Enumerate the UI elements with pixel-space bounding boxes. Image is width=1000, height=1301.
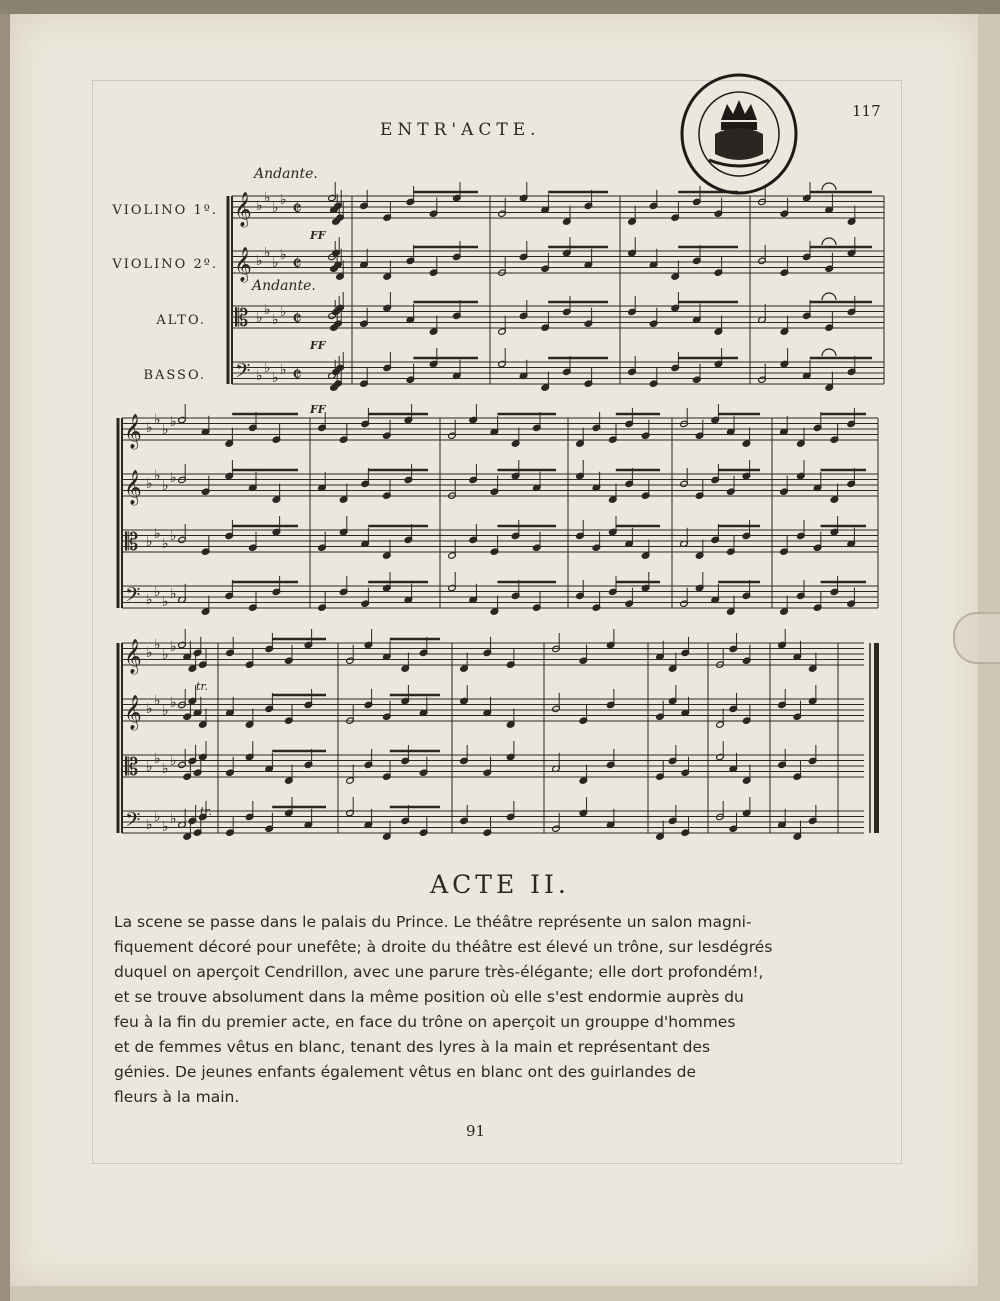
- scene-description: [114, 910, 854, 1110]
- flat-sign-icon: ♭: [272, 200, 279, 216]
- flat-sign-icon: ♭: [170, 528, 177, 544]
- flat-sign-icon: ♭: [170, 695, 177, 711]
- text-line: et de femmes vêtus en blanc, tenant des lyres à la main et représentant des: [114, 1038, 711, 1056]
- flat-sign-icon: ♭: [170, 753, 177, 769]
- instrument-label-violino-2: VIOLINO 2º.: [112, 257, 218, 272]
- tempo-mark: Andante.: [254, 166, 318, 182]
- instrument-label-alto: ALTO.: [156, 313, 206, 328]
- flat-sign-icon: ♭: [170, 811, 177, 827]
- treble-clef-icon: 𝄞: [234, 192, 252, 227]
- fermata-icon: [822, 238, 836, 245]
- flat-sign-icon: ♭: [162, 422, 169, 438]
- bass-clef-icon: 𝄢: [235, 359, 251, 387]
- trill-mark: tr.: [196, 680, 208, 693]
- flat-sign-icon: ♭: [162, 594, 169, 610]
- flat-sign-icon: ♭: [272, 312, 279, 328]
- flat-sign-icon: ♭: [280, 362, 287, 378]
- flat-sign-icon: ♭: [146, 592, 153, 608]
- text-line: feu à la fin du premier acte, en face du trône on aperçoit un grouppe d'hommes: [114, 1013, 736, 1031]
- flat-sign-icon: ♭: [154, 693, 161, 709]
- flat-sign-icon: ♭: [154, 751, 161, 767]
- flat-sign-icon: ♭: [162, 647, 169, 663]
- flat-sign-icon: ♭: [162, 536, 169, 552]
- flat-sign-icon: ♭: [256, 368, 263, 384]
- fermata-icon: [822, 183, 836, 190]
- flat-sign-icon: ♭: [146, 759, 153, 775]
- dynamic-mark: FF: [310, 339, 326, 352]
- treble-clef-icon: 𝄞: [124, 695, 142, 730]
- page-number-top: 117: [852, 102, 881, 120]
- flat-sign-icon: ♭: [256, 198, 263, 214]
- flat-sign-icon: ♭: [280, 247, 287, 263]
- treble-clef-icon: 𝄞: [124, 639, 142, 674]
- text-line: et se trouve absolument dans la même position où elle s'est endormie auprès du: [114, 988, 744, 1006]
- flat-sign-icon: ♭: [146, 534, 153, 550]
- text-line: fleurs à la main.: [114, 1088, 240, 1106]
- flat-sign-icon: ♭: [170, 470, 177, 486]
- tempo-mark: Andante.: [252, 278, 316, 294]
- flat-sign-icon: ♭: [154, 809, 161, 825]
- common-time-icon: 𝄵: [292, 307, 302, 332]
- flat-sign-icon: ♭: [162, 761, 169, 777]
- bass-clef-icon: 𝄢: [125, 808, 141, 836]
- final-barline: [874, 643, 879, 833]
- flat-sign-icon: ♭: [170, 586, 177, 602]
- flat-sign-icon: ♭: [256, 310, 263, 326]
- page-clip: [953, 612, 1000, 664]
- text-line: La scene se passe dans le palais du Prince. Le théâtre représente un salon magni-: [114, 913, 752, 931]
- flat-sign-icon: ♭: [264, 190, 271, 206]
- alto-clef-icon: 𝄡: [125, 753, 139, 781]
- text-line: génies. De jeunes enfants également vêtus en blanc ont des guirlandes de: [114, 1063, 697, 1081]
- fermata-icon: [822, 349, 836, 356]
- trill-mark: tr.: [200, 805, 212, 818]
- treble-clef-icon: 𝄞: [124, 414, 142, 449]
- bass-clef-icon: 𝄢: [125, 583, 141, 611]
- flat-sign-icon: ♭: [146, 817, 153, 833]
- common-time-icon: 𝄵: [292, 252, 302, 277]
- instrument-label-basso: BASSO.: [143, 368, 206, 383]
- flat-sign-icon: ♭: [264, 360, 271, 376]
- flat-sign-icon: ♭: [154, 468, 161, 484]
- flat-sign-icon: ♭: [162, 819, 169, 835]
- flat-sign-icon: ♭: [154, 412, 161, 428]
- alto-clef-icon: 𝄡: [125, 528, 139, 556]
- flat-sign-icon: ♭: [162, 703, 169, 719]
- flat-sign-icon: ♭: [154, 584, 161, 600]
- flat-sign-icon: ♭: [154, 526, 161, 542]
- text-line: fiquement décoré pour unefête; à droite du théâtre est élevé un trône, sur lesdégrés: [114, 938, 773, 956]
- flat-sign-icon: ♭: [146, 645, 153, 661]
- flat-sign-icon: ♭: [146, 476, 153, 492]
- flat-sign-icon: ♭: [264, 302, 271, 318]
- flat-sign-icon: ♭: [272, 370, 279, 386]
- flat-sign-icon: ♭: [272, 255, 279, 271]
- flat-sign-icon: ♭: [146, 420, 153, 436]
- flat-sign-icon: ♭: [170, 414, 177, 430]
- flat-sign-icon: ♭: [146, 701, 153, 717]
- fermata-icon: [822, 293, 836, 300]
- flat-sign-icon: ♭: [280, 192, 287, 208]
- library-stamp-seal: [679, 72, 799, 196]
- treble-clef-icon: 𝄞: [234, 247, 252, 282]
- alto-clef-icon: 𝄡: [235, 304, 249, 332]
- text-line: duquel on aperçoit Cendrillon, avec une parure très-élégante; elle dort profondém!,: [114, 963, 764, 981]
- act-title: ACTE II.: [430, 870, 570, 899]
- common-time-icon: 𝄵: [292, 363, 302, 388]
- instrument-label-violino-1: VIOLINO 1º.: [112, 203, 218, 218]
- flat-sign-icon: ♭: [162, 478, 169, 494]
- flat-sign-icon: ♭: [256, 253, 263, 269]
- flat-sign-icon: ♭: [154, 637, 161, 653]
- dynamic-mark: FF: [310, 229, 326, 242]
- flat-sign-icon: ♭: [280, 304, 287, 320]
- dynamic-mark: FF: [310, 403, 326, 416]
- flat-sign-icon: ♭: [264, 245, 271, 261]
- flat-sign-icon: ♭: [170, 639, 177, 655]
- common-time-icon: 𝄵: [292, 197, 302, 222]
- entracte-title: ENTR'ACTE.: [380, 120, 541, 140]
- page-number-bottom: 91: [466, 1122, 486, 1140]
- treble-clef-icon: 𝄞: [124, 470, 142, 505]
